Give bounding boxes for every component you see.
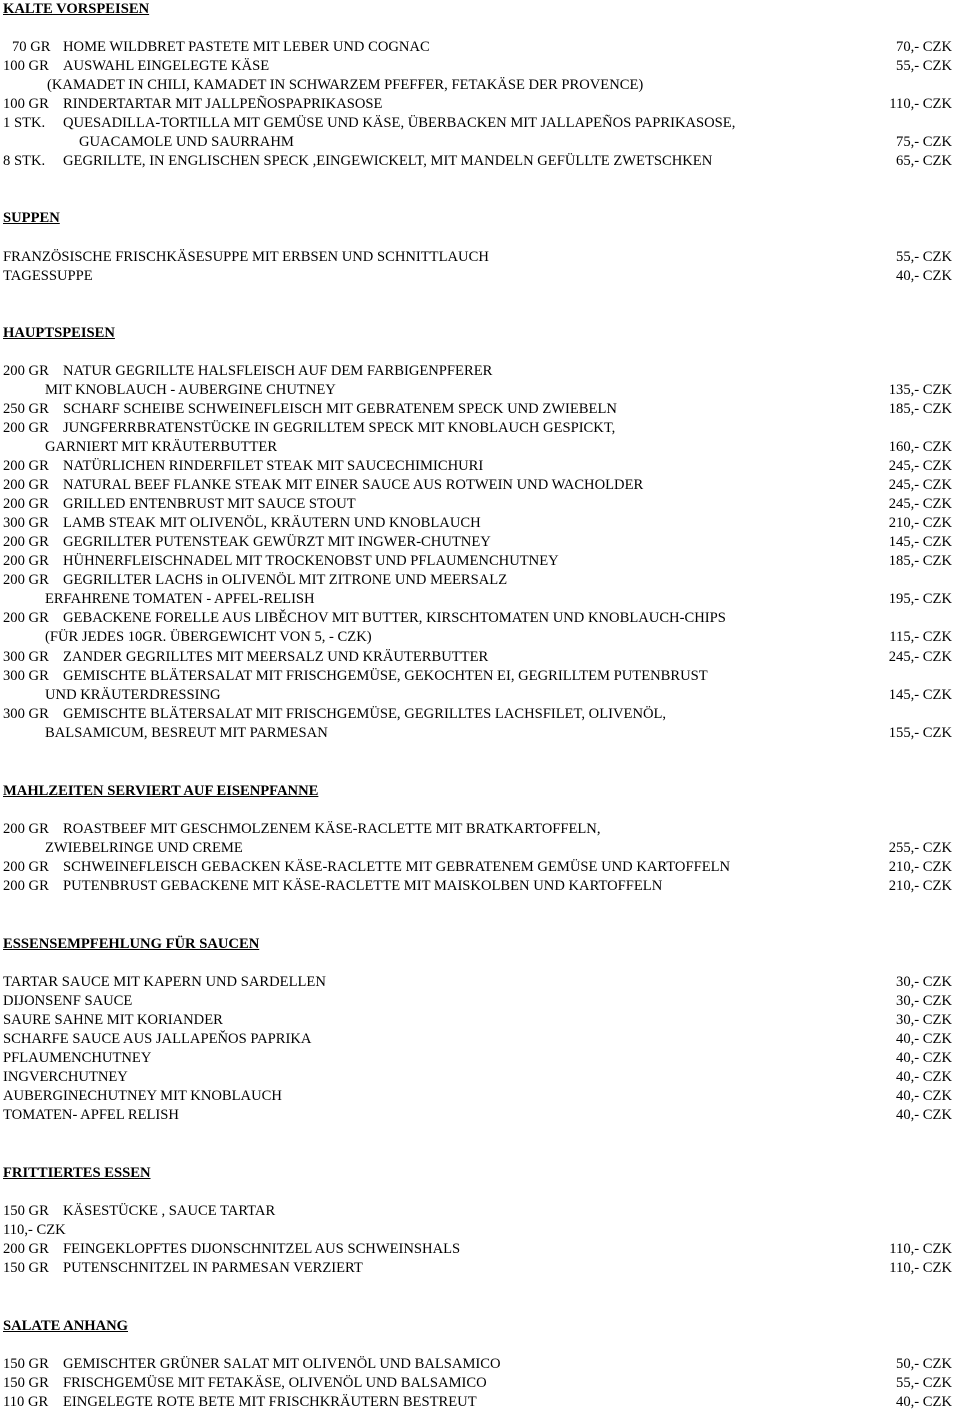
item-description: NATUR GEGRILLTE HALSFLEISCH AUF DEM FARBIGENPFERER bbox=[63, 363, 493, 379]
item-quantity: 100 GR bbox=[3, 96, 49, 112]
item-quantity: 1 STK. bbox=[3, 115, 46, 131]
item-description: GEMISCHTER GRÜNER SALAT MIT OLIVENÖL UND BALSAMICO bbox=[63, 1356, 501, 1372]
menu-item bbox=[0, 95, 960, 114]
menu-item bbox=[0, 1355, 960, 1374]
item-description: AUBERGINECHUTNEY MIT KNOBLAUCH bbox=[3, 1088, 282, 1104]
item-description: LAMB STEAK MIT OLIVENÖL, KRÄUTERN UND KNOBLAUCH bbox=[63, 515, 481, 531]
menu-item bbox=[0, 38, 960, 57]
menu-item-continuation bbox=[0, 839, 960, 858]
item-price: 40,- CZK bbox=[896, 1107, 952, 1123]
menu-item-continuation bbox=[0, 438, 960, 457]
item-price: 40,- CZK bbox=[896, 1069, 952, 1085]
item-description: (KAMADET IN CHILI, KAMADET IN SCHWARZEM PFEFFER, FETAKÄSE DER PROVENCE) bbox=[47, 77, 644, 93]
item-price: 110,- CZK bbox=[889, 1241, 952, 1257]
item-description: GEMISCHTE BLÄTERSALAT MIT FRISCHGEMÜSE, GEKOCHTEN EI, GEGRILLTEM PUTENBRUST bbox=[63, 668, 708, 684]
menu-item bbox=[0, 667, 960, 686]
section-heading: HAUPTSPEISEN bbox=[3, 325, 115, 341]
item-description: PUTENBRUST GEBACKENE MIT KÄSE-RACLETTE MIT MAISKOLBEN UND KARTOFFELN bbox=[63, 878, 663, 894]
item-price: 210,- CZK bbox=[888, 878, 952, 894]
item-description: TARTAR SAUCE MIT KAPERN UND SARDELLEN bbox=[3, 974, 326, 990]
item-quantity: 200 GR bbox=[3, 821, 49, 837]
item-description: QUESADILLA-TORTILLA MIT GEMÜSE UND KÄSE, ÜBERBACKEN MIT JALLAPEÑOS PAPRIKASOSE, bbox=[63, 115, 736, 131]
menu-item bbox=[0, 152, 960, 171]
item-quantity: 200 GR bbox=[3, 458, 49, 474]
menu-item-continuation bbox=[0, 381, 960, 400]
item-description: EINGELEGTE ROTE BETE MIT FRISCHKRÄUTERN BESTREUT bbox=[63, 1394, 477, 1410]
item-quantity: 150 GR bbox=[3, 1375, 49, 1391]
item-price: 40,- CZK bbox=[896, 1088, 952, 1104]
item-price: 40,- CZK bbox=[896, 268, 952, 284]
item-price: 110,- CZK bbox=[889, 1260, 952, 1276]
menu-item bbox=[0, 648, 960, 667]
item-quantity: 200 GR bbox=[3, 610, 49, 626]
item-price: 30,- CZK bbox=[896, 1012, 952, 1028]
item-price: 75,- CZK bbox=[896, 134, 952, 150]
item-description: ZWIEBELRINGE UND CREME bbox=[45, 840, 243, 856]
item-price: 40,- CZK bbox=[896, 1050, 952, 1066]
item-price: 245,- CZK bbox=[888, 458, 952, 474]
item-quantity: 200 GR bbox=[3, 363, 49, 379]
menu-item bbox=[0, 457, 960, 476]
item-quantity: 70 GR bbox=[12, 39, 51, 55]
item-quantity: 300 GR bbox=[3, 515, 49, 531]
menu-item bbox=[0, 552, 960, 571]
menu-item bbox=[0, 419, 960, 438]
item-description: DIJONSENF SAUCE bbox=[3, 993, 133, 1009]
menu-item bbox=[0, 248, 960, 267]
item-quantity: 150 GR bbox=[3, 1356, 49, 1372]
item-description: GEGRILLTER LACHS in OLIVENÖL MIT ZITRONE UND MEERSALZ bbox=[63, 572, 508, 588]
item-quantity: 300 GR bbox=[3, 649, 49, 665]
menu-item bbox=[0, 495, 960, 514]
item-price: 50,- CZK bbox=[896, 1356, 952, 1372]
menu-item bbox=[0, 533, 960, 552]
item-description: INGVERCHUTNEY bbox=[3, 1069, 128, 1085]
menu-item-continuation bbox=[0, 686, 960, 705]
item-description: ROASTBEEF MIT GESCHMOLZENEM KÄSE-RACLETTE MIT BRATKARTOFFELN, bbox=[63, 821, 601, 837]
item-quantity: 300 GR bbox=[3, 668, 49, 684]
item-quantity: 200 GR bbox=[3, 859, 49, 875]
menu-item bbox=[0, 1393, 960, 1412]
item-description: NATURAL BEEF FLANKE STEAK MIT EINER SAUCE AUS ROTWEIN UND WACHOLDER bbox=[63, 477, 644, 493]
item-description: RINDERTARTAR MIT JALLPEÑOSPAPRIKASOSE bbox=[63, 96, 383, 112]
item-description: TOMATEN- APFEL RELISH bbox=[3, 1107, 179, 1123]
item-price: 145,- CZK bbox=[888, 534, 952, 550]
item-description: UND KRÄUTERDRESSING bbox=[45, 687, 221, 703]
item-price: 195,- CZK bbox=[888, 591, 952, 607]
item-quantity: 8 STK. bbox=[3, 153, 46, 169]
item-quantity: 200 GR bbox=[3, 496, 49, 512]
menu-item bbox=[0, 1087, 960, 1106]
item-description: PFLAUMENCHUTNEY bbox=[3, 1050, 152, 1066]
item-description: (FÜR JEDES 10GR. ÜBERGEWICHT VON 5, - CZK) bbox=[45, 629, 372, 645]
menu-item bbox=[0, 820, 960, 839]
menu-item bbox=[0, 1240, 960, 1259]
menu-item-continuation bbox=[0, 133, 960, 152]
item-price: 55,- CZK bbox=[896, 58, 952, 74]
item-description: GUACAMOLE UND SAURRAHM bbox=[79, 134, 294, 150]
menu-item bbox=[0, 476, 960, 495]
item-description: MIT KNOBLAUCH - AUBERGINE CHUTNEY bbox=[45, 382, 336, 398]
menu-item bbox=[0, 514, 960, 533]
item-description: SCHARFE SAUCE AUS JALLAPEŇOS PAPRIKA bbox=[3, 1031, 312, 1047]
item-price: 160,- CZK bbox=[888, 439, 952, 455]
menu-item bbox=[0, 114, 960, 133]
item-price-wrapped: 110,- CZK bbox=[3, 1222, 66, 1238]
item-description: GEGRILLTER PUTENSTEAK GEWÜRZT MIT INGWER-CHUTNEY bbox=[63, 534, 491, 550]
item-price: 155,- CZK bbox=[888, 725, 952, 741]
item-description: FRISCHGEMÜSE MIT FETAKÄSE, OLIVENÖL UND BALSAMICO bbox=[63, 1375, 487, 1391]
item-description: KÄSESTÜCKE , SAUCE TARTAR bbox=[63, 1203, 276, 1219]
item-quantity: 200 GR bbox=[3, 553, 49, 569]
item-description: GEGRILLTE, IN ENGLISCHEN SPECK ,EINGEWICKELT, MIT MANDELN GEFÜLLTE ZWETSCHKEN bbox=[63, 153, 713, 169]
menu-item bbox=[0, 992, 960, 1011]
item-description: TAGESSUPPE bbox=[3, 268, 93, 284]
item-price: 145,- CZK bbox=[888, 687, 952, 703]
item-description: JUNGFERRBRATENSTÜCKE IN GEGRILLTEM SPECK MIT KNOBLAUCH GESPICKT, bbox=[63, 420, 616, 436]
item-price: 30,- CZK bbox=[896, 993, 952, 1009]
item-description: ERFAHRENE TOMATEN - APFEL-RELISH bbox=[45, 591, 315, 607]
item-price: 245,- CZK bbox=[888, 649, 952, 665]
section-heading: MAHLZEITEN SERVIERT AUF EISENPFANNE bbox=[3, 783, 319, 799]
menu-item bbox=[0, 858, 960, 877]
item-price: 210,- CZK bbox=[888, 859, 952, 875]
menu-item bbox=[0, 1068, 960, 1087]
menu-item bbox=[0, 400, 960, 419]
section-heading: KALTE VORSPEISEN bbox=[3, 1, 150, 17]
item-description: GEMISCHTE BLÄTERSALAT MIT FRISCHGEMÜSE, GEGRILLTES LACHSFILET, OLIVENÖL, bbox=[63, 706, 667, 722]
item-description: BALSAMICUM, BESREUT MIT PARMESAN bbox=[45, 725, 328, 741]
item-price: 110,- CZK bbox=[889, 96, 952, 112]
item-description: SCHARF SCHEIBE SCHWEINEFLEISCH MIT GEBRATENEM SPECK UND ZWIEBELN bbox=[63, 401, 617, 417]
item-quantity: 200 GR bbox=[3, 477, 49, 493]
item-price: 245,- CZK bbox=[888, 496, 952, 512]
item-description: SAURE SAHNE MIT KORIANDER bbox=[3, 1012, 223, 1028]
menu-item-continuation bbox=[0, 1221, 960, 1240]
item-description: FEINGEKLOPFTES DIJONSCHNITZEL AUS SCHWEINSHALS bbox=[63, 1241, 461, 1257]
menu-item bbox=[0, 1259, 960, 1278]
item-description: FRANZÖSISCHE FRISCHKÄSESUPPE MIT ERBSEN UND SCHNITTLAUCH bbox=[3, 249, 489, 265]
item-quantity: 300 GR bbox=[3, 706, 49, 722]
item-price: 65,- CZK bbox=[896, 153, 952, 169]
item-description: NATÜRLICHEN RINDERFILET STEAK MIT SAUCECHIMICHURI bbox=[63, 458, 484, 474]
item-quantity: 150 GR bbox=[3, 1203, 49, 1219]
item-price: 255,- CZK bbox=[888, 840, 952, 856]
item-description: ZANDER GEGRILLTES MIT MEERSALZ UND KRÄUTERBUTTER bbox=[63, 649, 489, 665]
menu-item bbox=[0, 877, 960, 896]
item-price: 115,- CZK bbox=[889, 629, 952, 645]
item-price: 245,- CZK bbox=[888, 477, 952, 493]
item-description: HOME WILDBRET PASTETE MIT LEBER UND COGNAC bbox=[63, 39, 430, 55]
menu-item bbox=[0, 57, 960, 76]
item-quantity: 200 GR bbox=[3, 420, 49, 436]
item-price: 55,- CZK bbox=[896, 1375, 952, 1391]
menu-item bbox=[0, 1374, 960, 1393]
item-description: PUTENSCHNITZEL IN PARMESAN VERZIERT bbox=[63, 1260, 363, 1276]
menu-item bbox=[0, 1106, 960, 1125]
item-quantity: 200 GR bbox=[3, 572, 49, 588]
menu-item bbox=[0, 973, 960, 992]
section-heading: SALATE ANHANG bbox=[3, 1318, 129, 1334]
menu-item bbox=[0, 267, 960, 286]
menu-item bbox=[0, 362, 960, 381]
item-description: GRILLED ENTENBRUST MIT SAUCE STOUT bbox=[63, 496, 356, 512]
menu-item-continuation bbox=[0, 724, 960, 743]
item-quantity: 150 GR bbox=[3, 1260, 49, 1276]
menu-item bbox=[0, 1049, 960, 1068]
section-heading: SUPPEN bbox=[3, 210, 60, 226]
item-quantity: 200 GR bbox=[3, 534, 49, 550]
item-price: 185,- CZK bbox=[888, 401, 952, 417]
menu-item-continuation bbox=[0, 590, 960, 609]
menu-item bbox=[0, 571, 960, 590]
item-quantity: 250 GR bbox=[3, 401, 49, 417]
item-price: 55,- CZK bbox=[896, 249, 952, 265]
item-quantity: 200 GR bbox=[3, 1241, 49, 1257]
item-quantity: 100 GR bbox=[3, 58, 49, 74]
item-description: HÜHNERFLEISCHNADEL MIT TROCKENOBST UND PFLAUMENCHUTNEY bbox=[63, 553, 559, 569]
menu-item-continuation bbox=[0, 628, 960, 647]
menu-item bbox=[0, 1030, 960, 1049]
menu-item-continuation bbox=[0, 76, 960, 95]
item-price: 70,- CZK bbox=[896, 39, 952, 55]
item-price: 40,- CZK bbox=[896, 1394, 952, 1410]
section-heading: FRITTIERTES ESSEN bbox=[3, 1165, 151, 1181]
menu-item bbox=[0, 609, 960, 628]
item-price: 210,- CZK bbox=[888, 515, 952, 531]
menu-item bbox=[0, 1011, 960, 1030]
item-price: 135,- CZK bbox=[888, 382, 952, 398]
section-heading: ESSENSEMPFEHLUNG FÜR SAUCEN bbox=[3, 936, 260, 952]
item-price: 40,- CZK bbox=[896, 1031, 952, 1047]
item-price: 30,- CZK bbox=[896, 974, 952, 990]
item-description: GARNIERT MIT KRÄUTERBUTTER bbox=[45, 439, 278, 455]
menu-item bbox=[0, 1202, 960, 1221]
item-quantity: 110 GR bbox=[3, 1394, 49, 1410]
item-description: GEBACKENE FORELLE AUS LIBĚCHOV MIT BUTTER, KIRSCHTOMATEN UND KNOBLAUCH-CHIPS bbox=[63, 610, 726, 626]
item-description: SCHWEINEFLEISCH GEBACKEN KÄSE-RACLETTE MIT GEBRATENEM GEMÜSE UND KARTOFFELN bbox=[63, 859, 731, 875]
menu-item bbox=[0, 705, 960, 724]
item-description: AUSWAHL EINGELEGTE KÄSE bbox=[63, 58, 270, 74]
item-quantity: 200 GR bbox=[3, 878, 49, 894]
item-price: 185,- CZK bbox=[888, 553, 952, 569]
